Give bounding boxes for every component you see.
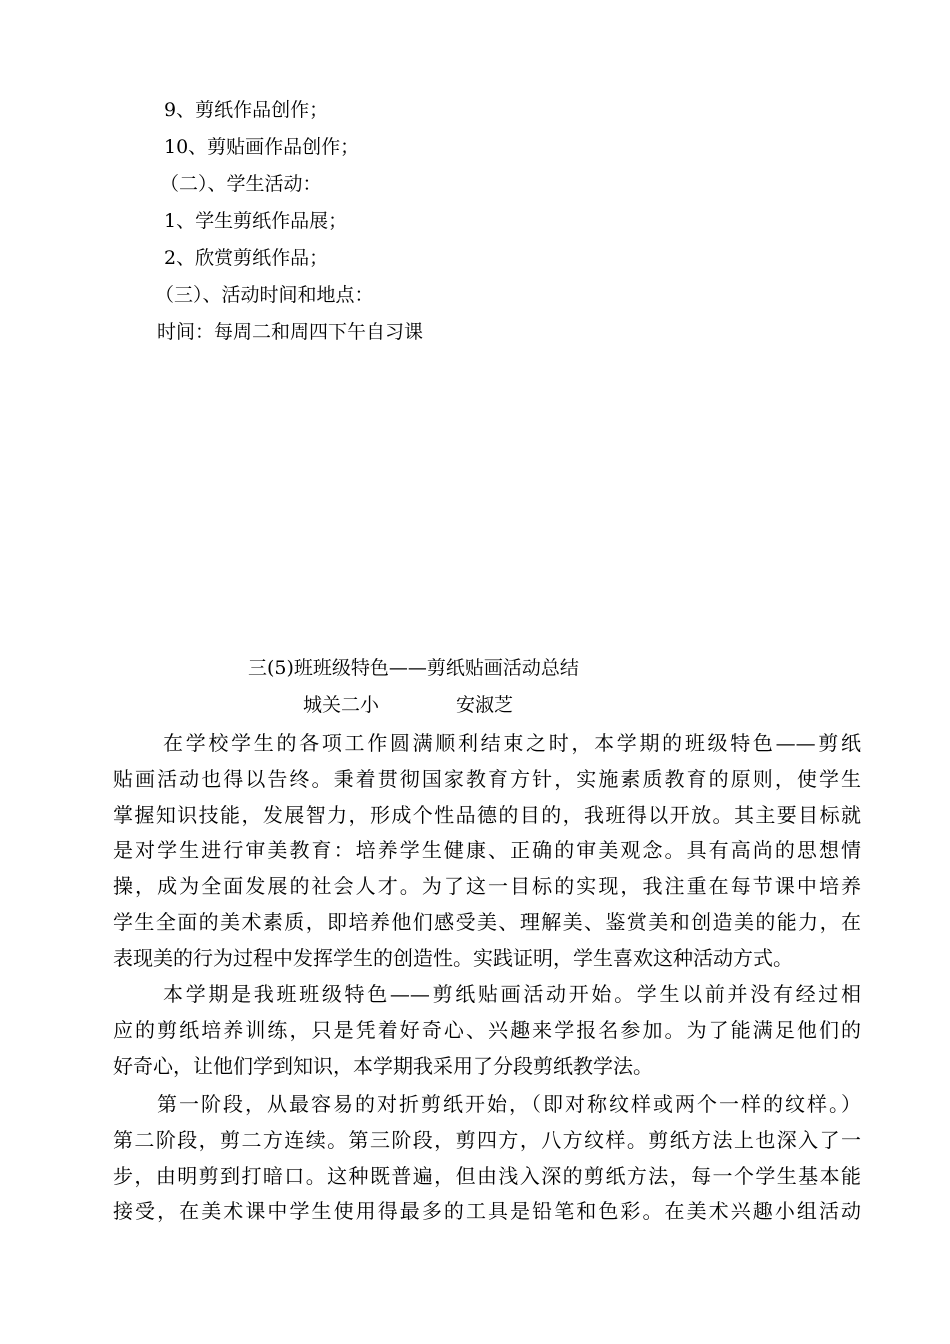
paragraph-line: 第二阶段，剪二方连续。第三阶段，剪四方，八方纹样。剪纸方法上也深入了一 [113,1127,861,1152]
school-name: 城关二小 [303,694,380,716]
paragraph-1 [113,726,861,977]
paragraph-line: 是对学生进行审美教育：培养学生健康、正确的审美观念。具有高尚的思想情 [113,838,861,863]
list-item-10: 10、剪贴画作品创作； [164,136,360,158]
author-name: 安淑芝 [456,694,514,716]
paragraph-line: 应的剪纸培养训练，只是凭着好奇心、兴趣来学报名参加。为了能满足他们的 [113,1017,861,1042]
list-item-9: 9、剪纸作品创作； [164,99,329,121]
paragraph-line: 学生全面的美术素质，即培养他们感受美、理解美、鉴赏美和创造美的能力，在 [113,909,861,934]
list-item-student-1: 1、学生剪纸作品展； [164,210,348,232]
section-heading-time-place: （三）、活动时间和地点： [155,284,374,306]
paragraph-line: 好奇心，让他们学到知识，本学期我采用了分段剪纸教学法。 [113,1053,653,1078]
paragraph-line: 第一阶段，从最容易的对折剪纸开始，（即对称纹样或两个一样的纹样。） [157,1092,861,1116]
paragraph-3 [113,1087,861,1230]
section-heading-student-activities: （二）、学生活动： [160,173,322,195]
summary-title: 三(5)班班级特色——剪纸贴画活动总结 [248,657,579,679]
paragraph-line: 在学校学生的各项工作圆满顺利结束之时，本学期的班级特色——剪纸 [163,731,861,755]
paragraph-line: 贴画活动也得以告终。秉着贯彻国家教育方针，实施素质教育的原则，使学生 [113,766,861,791]
paragraph-line: 掌握知识技能，发展智力，形成个性品德的目的，我班得以开放。其主要目标就 [113,802,861,827]
time-line: 时间：每周二和周四下午自习课 [157,321,424,343]
paragraph-line: 操，成为全面发展的社会人才。为了这一目标的实现，我注重在每节课中培养 [113,874,861,899]
paragraph-line: 接受，在美术课中学生使用得最多的工具是铅笔和色彩。在美术兴趣小组活动 [113,1199,861,1224]
paragraph-2 [113,977,861,1084]
paragraph-line: 表现美的行为过程中发挥学生的创造性。实践证明，学生喜欢这种活动方式。 [113,945,793,970]
list-item-student-2: 2、欣赏剪纸作品； [164,247,329,269]
paragraph-line: 步，由明剪到打暗口。这种既普遍，但由浅入深的剪纸方法，每一个学生基本能 [113,1163,861,1188]
paragraph-line: 本学期是我班班级特色——剪纸贴画活动开始。学生以前并没有经过相 [163,982,861,1006]
